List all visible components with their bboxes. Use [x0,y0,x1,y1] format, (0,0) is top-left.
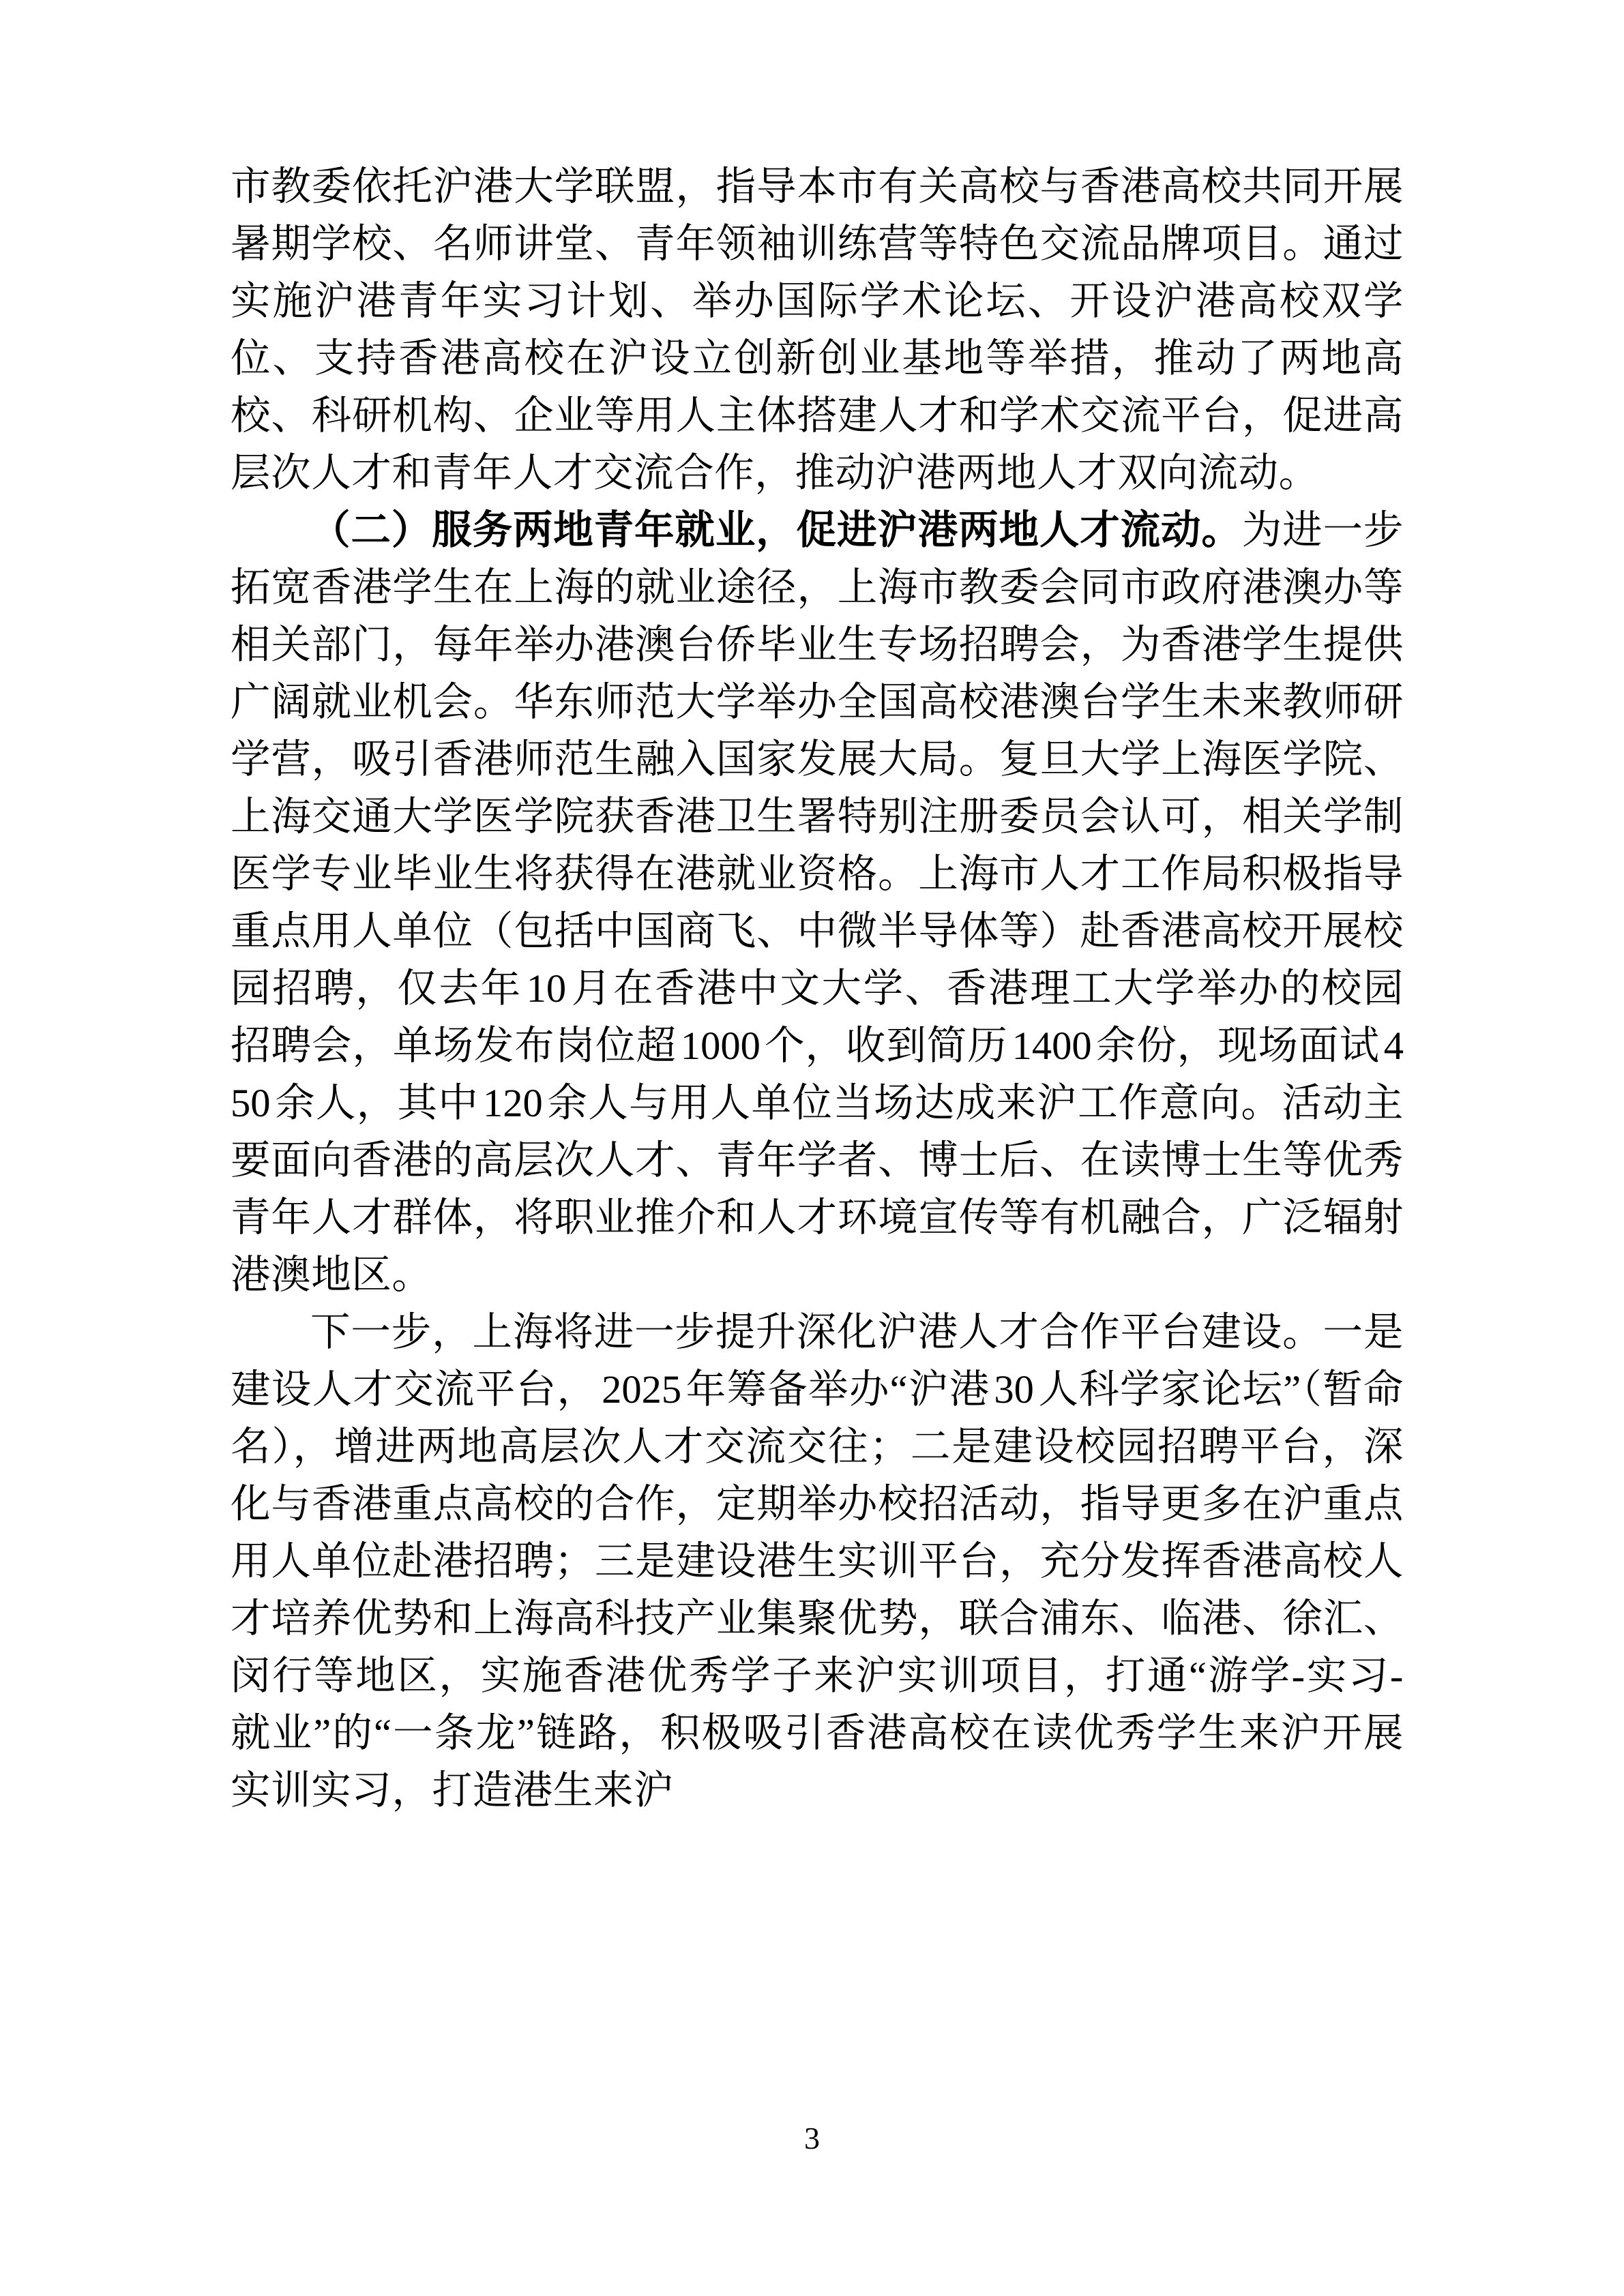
section-two-text-b: 月在香港中文大学、香港理工大学举办的校园招聘会，单场发布岗位超 [231,966,1404,1068]
figure-positions-count: 1000 [680,1024,761,1068]
next-steps-text-b: 年筹备举办“沪港 [685,1367,990,1412]
paragraph-section-two [231,502,1404,1304]
next-steps-text-a: 下一步，上海将进一步提升深化沪港人才合作平台建设。一是建设人才交流平台， [231,1310,1404,1412]
next-steps-text-c: 人科学家论坛”（暂命名），增进两地高层次人才交流交往；二是建设校园招聘平台，深化与香港重点高校的合作，定期举办校招活动，指导更多在沪重点用人单位赴港招聘；三是建设港生实训平台，充分发挥香港高校人才培养优势和上海高科技产业集聚优势，联合浦东、临港、徐汇、闵行等地区，实施香港优秀学子来沪实训项目，打通“游学-实习-就业”的“一条龙”链路，积极吸引香港高校在读优秀学生来沪开展实训实习，打造港生来沪 [231,1367,1404,1813]
section-two-text-c: 个，收到简历 [764,1024,1008,1068]
section-two-text-a: 为进一步拓宽香港学生在上海的就业途径，上海市教委会同市政府港澳办等相关部门，每年举办港澳台侨毕业生专场招聘会，为香港学生提供广阔就业机会。华东师范大学举办全国高校港澳台学生未来教师研学营，吸引香港师范生融入国家发展大局。复旦大学上海医学院、上海交通大学医学院获香港卫生署特别注册委员会认可，相关学制医学专业毕业生将获得在港就业资格。上海市人才工作局积极指导重点用人单位（包括中国商飞、中微半导体等）赴香港高校开展校园招聘，仅去年 [231,508,1404,1011]
document-body [231,158,1404,1819]
figure-year-2025: 2025 [602,1367,682,1412]
section-two-text-d: 余份，现场面试 [1095,1024,1380,1068]
section-two-text-f: 余人与用人单位当场达成来沪工作意向。活动主要面向香港的高层次人才、青年学者、博士后、在读博士生等优秀青年人才群体，将职业推介和人才环境宣传等有机融合，广泛辐射港澳地区。 [231,1081,1404,1297]
section-two-text-e: 余人，其中 [274,1081,479,1125]
figure-interviews-count: 450 [231,1024,1404,1125]
paragraph-next-steps [231,1304,1404,1819]
figure-intent-count: 120 [483,1081,543,1125]
page-number: 3 [804,2121,820,2156]
figure-month-october: 10 [526,966,567,1011]
section-heading-two: （二）服务两地青年就业，促进沪港两地人才流动。 [310,508,1242,552]
figure-forum-scientists-count: 30 [994,1367,1034,1412]
paragraph-continuation: 市教委依托沪港大学联盟，指导本市有关高校与香港高校共同开展暑期学校、名师讲堂、青年领袖训练营等特色交流品牌项目。通过实施沪港青年实习计划、举办国际学术论坛、开设沪港高校双学位、支持香港高校在沪设立创新创业基地等举措，推动了两地高校、科研机构、企业等用人主体搭建人才和学术交流平台，促进高层次人才和青年人才交流合作，推动沪港两地人才双向流动。 [231,164,1404,495]
figure-resumes-count: 1400 [1012,1024,1092,1068]
